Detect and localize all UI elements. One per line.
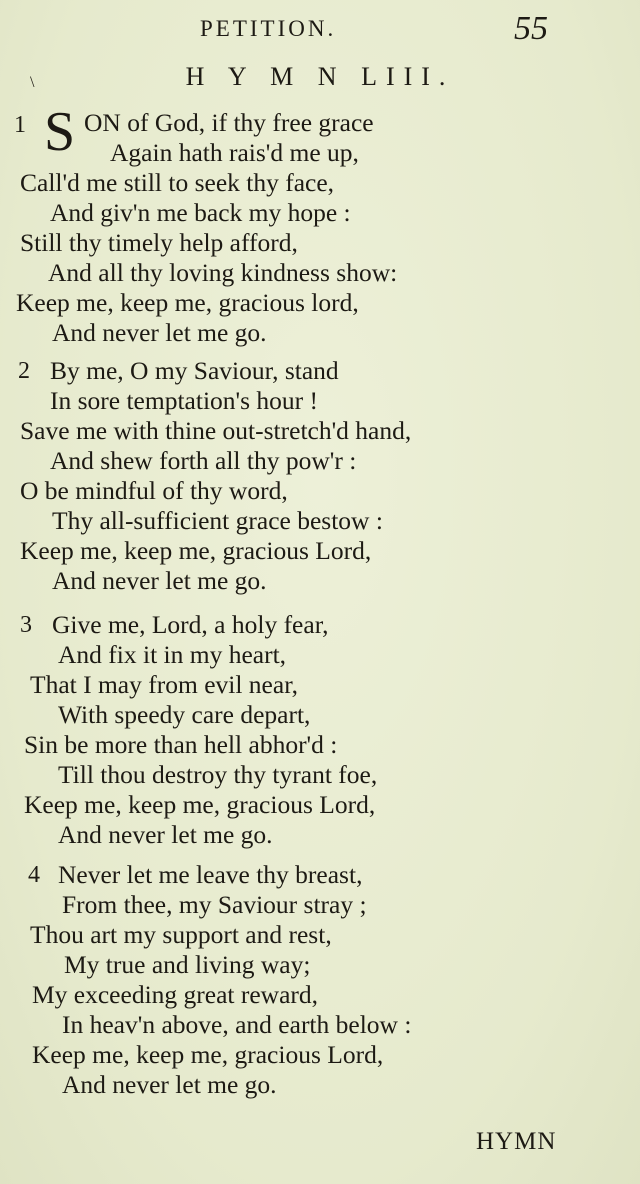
verse-line: Give me, Lord, a holy fear,	[52, 610, 329, 639]
catchword: HYMN	[476, 1128, 557, 1155]
verse-line: By me, O my Saviour, stand	[50, 356, 339, 385]
verse-line: And never let me go.	[52, 318, 267, 347]
verse-line: Again hath rais'd me up,	[110, 138, 359, 167]
verse-line: Keep me, keep me, gracious Lord,	[24, 790, 376, 819]
stanza-number: 2	[18, 358, 30, 384]
hymn-title: H Y M N LIII.	[185, 62, 455, 91]
verse-line: My true and living way;	[64, 950, 311, 979]
verse-line: Keep me, keep me, gracious Lord,	[20, 536, 372, 565]
verse-line: O be mindful of thy word,	[20, 476, 288, 505]
stanza-number: 4	[28, 862, 40, 888]
verse-line: Call'd me still to seek thy face,	[20, 168, 335, 197]
verse-line: From thee, my Saviour stray ;	[62, 890, 367, 919]
verse-line: Thy all-sufficient grace bestow :	[52, 506, 383, 535]
verse-line: In heav'n above, and earth below :	[62, 1010, 412, 1039]
verse-line: My exceeding great reward,	[32, 980, 319, 1009]
stanza-number: 1	[14, 112, 26, 138]
verse-line: Save me with thine out-stretch'd hand,	[20, 416, 412, 445]
verse-line: Keep me, keep me, gracious Lord,	[32, 1040, 384, 1069]
verse-line: Never let me leave thy breast,	[58, 860, 363, 889]
verse-line: ON of God, if thy free grace	[84, 108, 374, 137]
verse-line: And shew forth all thy pow'r :	[50, 446, 357, 475]
verse-line: Thou art my support and rest,	[30, 920, 332, 949]
verse-line: Sin be more than hell abhor'd :	[24, 730, 338, 759]
page-number: 55	[514, 10, 548, 47]
verse-line: And never let me go.	[52, 566, 267, 595]
verse-line: And never let me go.	[58, 820, 273, 849]
verse-line: And all thy loving kindness show:	[48, 258, 398, 287]
verse-line: And never let me go.	[62, 1070, 277, 1099]
verse-line: And giv'n me back my hope :	[50, 198, 351, 227]
verse-line: With speedy care depart,	[58, 700, 311, 729]
drop-capital: S	[44, 101, 76, 163]
stray-ink-mark: \	[30, 74, 35, 91]
verse-line: Keep me, keep me, gracious lord,	[16, 288, 359, 317]
stanza-number: 3	[20, 612, 32, 638]
running-head	[0, 10, 640, 50]
verse-line: In sore temptation's hour !	[50, 386, 319, 415]
verse-line: Still thy timely help afford,	[20, 228, 298, 257]
verse-line: And fix it in my heart,	[58, 640, 287, 669]
running-title: PETITION.	[200, 16, 337, 41]
verse-line: That I may from evil near,	[30, 670, 299, 699]
verse-line: Till thou destroy thy tyrant foe,	[58, 760, 378, 789]
